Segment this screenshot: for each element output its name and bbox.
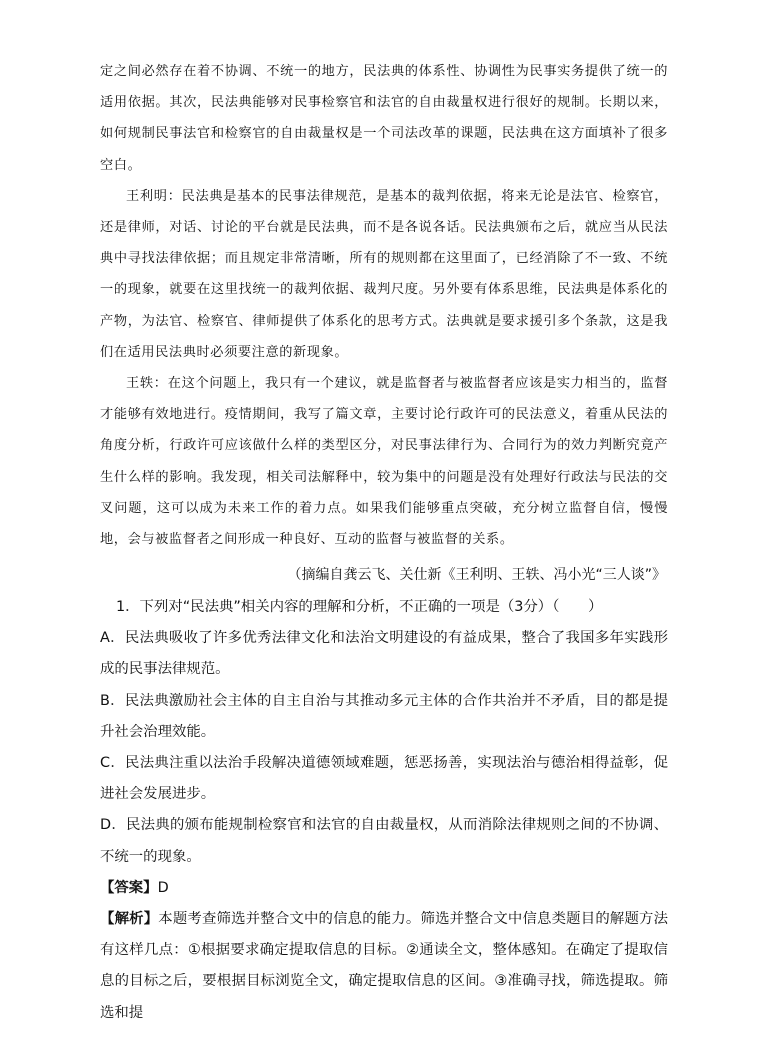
passage-paragraph-2: 王利明：民法典是基本的民事法律规范，是基本的裁判依据，将来无论是法官、检察官，还是律师，对话、讨论的平台就是民法典，而不是各说各话。民法典颁布之后，就应当从民法典中寻找法律依据；而且规定非常清晰，所有的规则都在这里面了，已经消除了不一致、不统一的现象，就要在这里找统一的裁判依据、裁判尺度。另外要有体系思维，民法典是体系化的产物，为法官、检察官、律师提供了体系化的思考方式。法典就是要求援引多个条款，这是我们在适用民法典时必须要注意的新现象。 (100, 188, 668, 360)
analysis-label: 【解析】 (100, 911, 159, 928)
question-block (100, 592, 668, 1029)
analysis-text: 本题考查筛选并整合文中的信息的能力。筛选并整合文中信息类题目的解题方法有这样几点：①根据要求确定提取信息的目标。②通读全文，整体感知。在确定了提取信息的目标之后，要根据目标浏览全文，确定提取信息的区间。③准确寻找，筛选提取。筛选和提 (100, 911, 668, 1021)
passage-paragraph-3: 王轶：在这个问题上，我只有一个建议，就是监督者与被监督者应该是实力相当的，监督才能够有效地进行。疫情期间，我写了篇文章，主要讨论行政许可的民法意义，着重从民法的角度分析，行政许可应该做什么样的类型区分，对民事法律行为、合同行为的效力判断究竟产生什么样的影响。我发现，相关司法解释中，较为集中的问题是没有处理好行政法与民法的交叉问题，这可以成为未来工作的着力点。如果我们能够重点突破，充分树立监督自信，慢慢地，会与被监督者之间形成一种良好、互动的监督与被监督的关系。 (100, 376, 668, 548)
answer-label: 【答案】 (100, 879, 158, 896)
analysis-paragraph (100, 904, 668, 1029)
passage-paragraph-1: 定之间必然存在着不协调、不统一的地方，民法典的体系性、协调性为民事实务提供了统一的适用依据。其次，民法典能够对民事检察官和法官的自由裁量权进行很好的规制。长期以来，如何规制民事法官和检察官的自由裁量权是一个司法改革的课题，民法典在这方面填补了很多空白。 (100, 64, 668, 173)
option-d: D．民法典的颁布能规制检察官和法官的自由裁量权，从而消除法律规则之间的不协调、不统一的现象。 (100, 817, 668, 865)
option-c: C．民法典注重以法治手段解决道德领域难题，惩恶扬善，实现法治与德治相得益彰，促进社会发展进步。 (100, 755, 668, 803)
article-passage (100, 56, 668, 555)
source-citation: （摘编自龚云飞、关仕新《王利明、王轶、冯小光“三人谈”》 (287, 567, 666, 583)
answer-value: D (157, 879, 169, 896)
question-stem: 1．下列对“民法典”相关内容的理解和分析，不正确的一项是（3分）（ ） (116, 599, 603, 615)
option-a: A．民法典吸收了许多优秀法律文化和法治文明建设的有益成果，整合了我国多年实践形成的民事法律规范。 (100, 630, 668, 678)
answer-line (100, 873, 668, 904)
option-b: B．民法典激励社会主体的自主自治与其推动多元主体的合作共治并不矛盾，目的都是提升社会治理效能。 (100, 692, 668, 740)
